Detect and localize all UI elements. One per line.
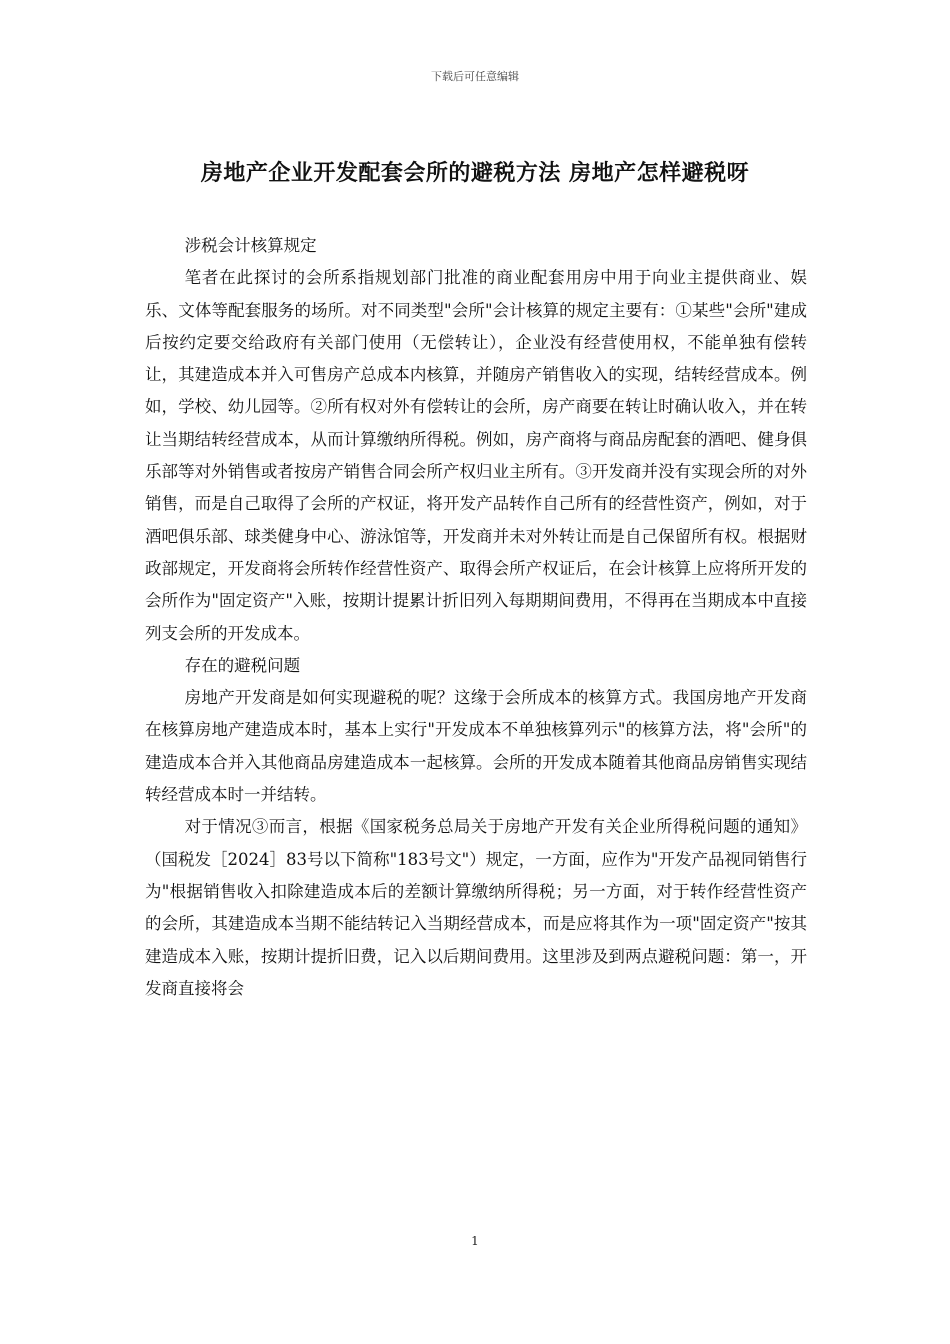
section-heading: 涉税会计核算规定	[184, 236, 317, 255]
paragraph: 房地产开发商是如何实现避税的呢？这缘于会所成本的核算方式。我国房地产开发商在核算房地产建造成本时，基本上实行"开发成本不单独核算列示"的核算方法，将"会所"的建造成本合并入其他商品房建造成本一起核算。会所的开发成本随着其他商品房销售实现结转经营成本时一并结转。	[145, 688, 807, 805]
section-heading: 存在的避税问题	[184, 655, 301, 675]
paragraph: 笔者在此探讨的会所系指规划部门批准的商业配套用房中用于向业主提供商业、娱乐、文体等配套服务的场所。对不同类型"会所"会计核算的规定主要有：①某些"会所"建成后按约定要交给政府有关部门使用（无偿转让），企业没有经营使用权，不能单独有偿转让，其建造成本并入可售房产总成本内核算，并随房产销售收入的实现，结转经营成本。例如，学校、幼儿园等。②所有权对外有偿转让的会所，房产商要在转让时确认收入，并在转让当期结转经营成本，从而计算缴纳所得税。例如，房产商将与商品房配套的酒吧、健身俱乐部等对外销售或者按房产销售合同会所产权归业主所有。③开发商并没有实现会所的对外销售，而是自己取得了会所的产权证，将开发产品转作自己所有的经营性资产，例如，对于酒吧俱乐部、球类健身中心、游泳馆等，开发商并未对外转让而是自己保留所有权。根据财政部规定，开发商将会所转作经营性资产、取得会所产权证后，在会计核算上应将所开发的会所作为"固定资产"入账，按期计提累计折旧列入每期期间费用，不得再在当期成本中直接列支会所的开发成本。	[145, 268, 807, 643]
document-title: 房地产企业开发配套会所的避税方法 房地产怎样避税呀	[200, 160, 750, 186]
page-number: 1	[471, 1234, 479, 1248]
paragraph: 对于情况③而言，根据《国家税务总局关于房地产开发有关企业所得税问题的通知》（国税发［2024］83号以下简称"183号文"）规定，一方面，应作为"开发产品视同销售行为"根据销售收入扣除建造成本后的差额计算缴纳所得税；另一方面，对于转作经营性资产的会所，其建造成本当期不能结转记入当期经营成本，而是应将其作为一项"固定资产"按其建造成本入账，按期计提折旧费，记入以后期间费用。这里涉及到两点避税问题：第一，开发商直接将会	[145, 817, 807, 998]
document-body	[145, 230, 807, 1005]
header-note: 下载后可任意编辑	[431, 70, 519, 83]
